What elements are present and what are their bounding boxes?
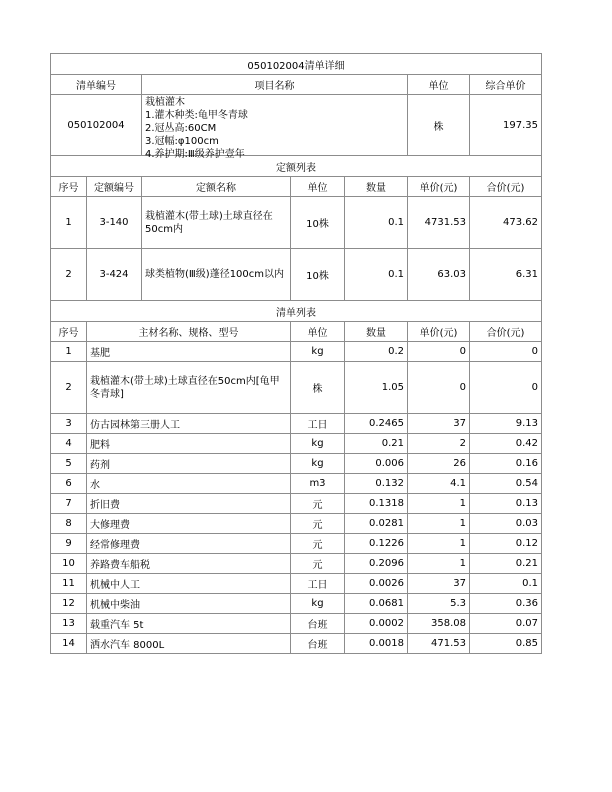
header-code: 清单编号	[51, 75, 142, 95]
material-qty: 0.0018	[345, 634, 408, 654]
material-row	[51, 494, 542, 514]
material-qty: 0.1226	[345, 534, 408, 554]
material-seq: 2	[51, 362, 87, 414]
bill-description-text	[145, 96, 404, 160]
material-header-seq: 序号	[51, 322, 87, 342]
material-row	[51, 414, 542, 434]
material-unit-price: 0	[408, 342, 470, 362]
material-name: 肥料	[87, 434, 291, 454]
material-qty: 0.0681	[345, 594, 408, 614]
material-unit-price: 1	[408, 494, 470, 514]
quota-header-code: 定额编号	[87, 177, 142, 197]
material-row	[51, 454, 542, 474]
quota-seq: 2	[51, 249, 87, 301]
material-section-title: 清单列表	[51, 301, 542, 322]
material-total: 0.85	[470, 634, 542, 654]
material-name: 仿古园林第三册人工	[87, 414, 291, 434]
material-unit: 台班	[291, 634, 345, 654]
quota-header-qty: 数量	[345, 177, 408, 197]
material-unit: 元	[291, 554, 345, 574]
table-title: 050102004清单详细	[51, 54, 542, 75]
material-qty: 0.0026	[345, 574, 408, 594]
material-qty: 1.05	[345, 362, 408, 414]
header-price: 综合单价	[470, 75, 542, 95]
material-total: 0.16	[470, 454, 542, 474]
material-qty: 0.0281	[345, 514, 408, 534]
material-total: 0.07	[470, 614, 542, 634]
bill-description-line: 1.灌木种类:龟甲冬青球	[145, 110, 248, 121]
material-name: 载重汽车 5t	[87, 614, 291, 634]
material-unit: m3	[291, 474, 345, 494]
quota-header-total: 合价(元)	[470, 177, 542, 197]
quota-header-seq: 序号	[51, 177, 87, 197]
material-name: 基肥	[87, 342, 291, 362]
quota-qty: 0.1	[345, 197, 408, 249]
bill-description-line: 4.养护期:Ⅲ级养护壹年	[145, 149, 245, 160]
bill-price: 197.35	[470, 95, 542, 156]
material-seq: 8	[51, 514, 87, 534]
material-name: 药剂	[87, 454, 291, 474]
material-unit: 株	[291, 362, 345, 414]
quota-total: 473.62	[470, 197, 542, 249]
bill-unit: 株	[408, 95, 470, 156]
material-name: 机械中柴油	[87, 594, 291, 614]
material-row	[51, 594, 542, 614]
quota-code: 3-424	[87, 249, 142, 301]
material-header-total: 合价(元)	[470, 322, 542, 342]
quota-unit: 10株	[291, 197, 345, 249]
quota-unit-price: 4731.53	[408, 197, 470, 249]
material-name: 养路费车船税	[87, 554, 291, 574]
quota-name: 栽植灌木(带土球)土球直径在50cm内	[142, 197, 291, 249]
material-unit-price: 471.53	[408, 634, 470, 654]
material-seq: 3	[51, 414, 87, 434]
material-unit: 元	[291, 514, 345, 534]
quota-row	[51, 249, 542, 301]
material-qty: 0.2465	[345, 414, 408, 434]
material-unit: kg	[291, 342, 345, 362]
material-total: 0.42	[470, 434, 542, 454]
header-unit: 单位	[408, 75, 470, 95]
quota-total: 6.31	[470, 249, 542, 301]
material-row	[51, 534, 542, 554]
material-row	[51, 362, 542, 414]
material-seq: 9	[51, 534, 87, 554]
quota-unit-price: 63.03	[408, 249, 470, 301]
bill-description-line: 2.冠丛高:60CM	[145, 123, 217, 134]
material-qty: 0.2096	[345, 554, 408, 574]
material-unit-price: 4.1	[408, 474, 470, 494]
material-seq: 14	[51, 634, 87, 654]
material-unit-price: 358.08	[408, 614, 470, 634]
material-unit: 元	[291, 534, 345, 554]
bill-description	[142, 95, 408, 160]
material-header-unit: 单位	[291, 322, 345, 342]
material-total: 9.13	[470, 414, 542, 434]
material-total: 0	[470, 342, 542, 362]
quota-header-unit: 单位	[291, 177, 345, 197]
material-total: 0.1	[470, 574, 542, 594]
material-header-unit-price: 单价(元)	[408, 322, 470, 342]
material-unit: 工日	[291, 414, 345, 434]
material-qty: 0.1318	[345, 494, 408, 514]
material-seq: 12	[51, 594, 87, 614]
bill-detail-table	[50, 53, 542, 654]
material-total: 0.36	[470, 594, 542, 614]
material-unit-price: 37	[408, 414, 470, 434]
material-unit-price: 2	[408, 434, 470, 454]
quota-unit: 10株	[291, 249, 345, 301]
material-header-qty: 数量	[345, 322, 408, 342]
material-unit-price: 1	[408, 514, 470, 534]
material-name: 大修理费	[87, 514, 291, 534]
quota-qty: 0.1	[345, 249, 408, 301]
material-qty: 0.132	[345, 474, 408, 494]
material-name: 水	[87, 474, 291, 494]
quota-header-name: 定额名称	[142, 177, 291, 197]
material-seq: 11	[51, 574, 87, 594]
material-unit: kg	[291, 454, 345, 474]
material-qty: 0.21	[345, 434, 408, 454]
material-name: 经常修理费	[87, 534, 291, 554]
material-total: 0.54	[470, 474, 542, 494]
quota-code: 3-140	[87, 197, 142, 249]
material-row	[51, 634, 542, 654]
material-row	[51, 554, 542, 574]
material-unit-price: 0	[408, 362, 470, 414]
quota-name: 球类植物(Ⅲ级)蓬径100cm以内	[142, 249, 291, 301]
material-name: 机械中人工	[87, 574, 291, 594]
material-row	[51, 514, 542, 534]
material-seq: 13	[51, 614, 87, 634]
material-unit-price: 26	[408, 454, 470, 474]
quota-section-title: 定额列表	[51, 156, 542, 177]
material-unit: 工日	[291, 574, 345, 594]
material-name: 洒水汽车 8000L	[87, 634, 291, 654]
material-unit: 元	[291, 494, 345, 514]
material-unit: kg	[291, 594, 345, 614]
material-name: 栽植灌木(带土球)土球直径在50cm内[龟甲冬青球]	[87, 362, 291, 414]
material-row	[51, 474, 542, 494]
material-row	[51, 574, 542, 594]
material-row	[51, 434, 542, 454]
material-seq: 10	[51, 554, 87, 574]
material-qty: 0.006	[345, 454, 408, 474]
material-qty: 0.0002	[345, 614, 408, 634]
bill-description-line: 栽植灌木	[145, 97, 185, 108]
material-qty: 0.2	[345, 342, 408, 362]
bill-code: 050102004	[51, 95, 142, 156]
material-unit-price: 1	[408, 554, 470, 574]
material-seq: 6	[51, 474, 87, 494]
bill-description-line: 3.冠幅:φ100cm	[145, 136, 219, 147]
material-row	[51, 614, 542, 634]
material-total: 0.13	[470, 494, 542, 514]
material-unit: kg	[291, 434, 345, 454]
material-unit-price: 1	[408, 534, 470, 554]
material-header-name: 主材名称、规格、型号	[87, 322, 291, 342]
material-unit-price: 5.3	[408, 594, 470, 614]
material-seq: 4	[51, 434, 87, 454]
material-total: 0.03	[470, 514, 542, 534]
material-total: 0.12	[470, 534, 542, 554]
material-total: 0	[470, 362, 542, 414]
header-name: 项目名称	[142, 75, 408, 95]
material-name: 折旧费	[87, 494, 291, 514]
material-seq: 1	[51, 342, 87, 362]
material-unit-price: 37	[408, 574, 470, 594]
quota-header-unit-price: 单价(元)	[408, 177, 470, 197]
material-total: 0.21	[470, 554, 542, 574]
material-unit: 台班	[291, 614, 345, 634]
quota-seq: 1	[51, 197, 87, 249]
material-seq: 5	[51, 454, 87, 474]
quota-row	[51, 197, 542, 249]
material-seq: 7	[51, 494, 87, 514]
material-row	[51, 342, 542, 362]
